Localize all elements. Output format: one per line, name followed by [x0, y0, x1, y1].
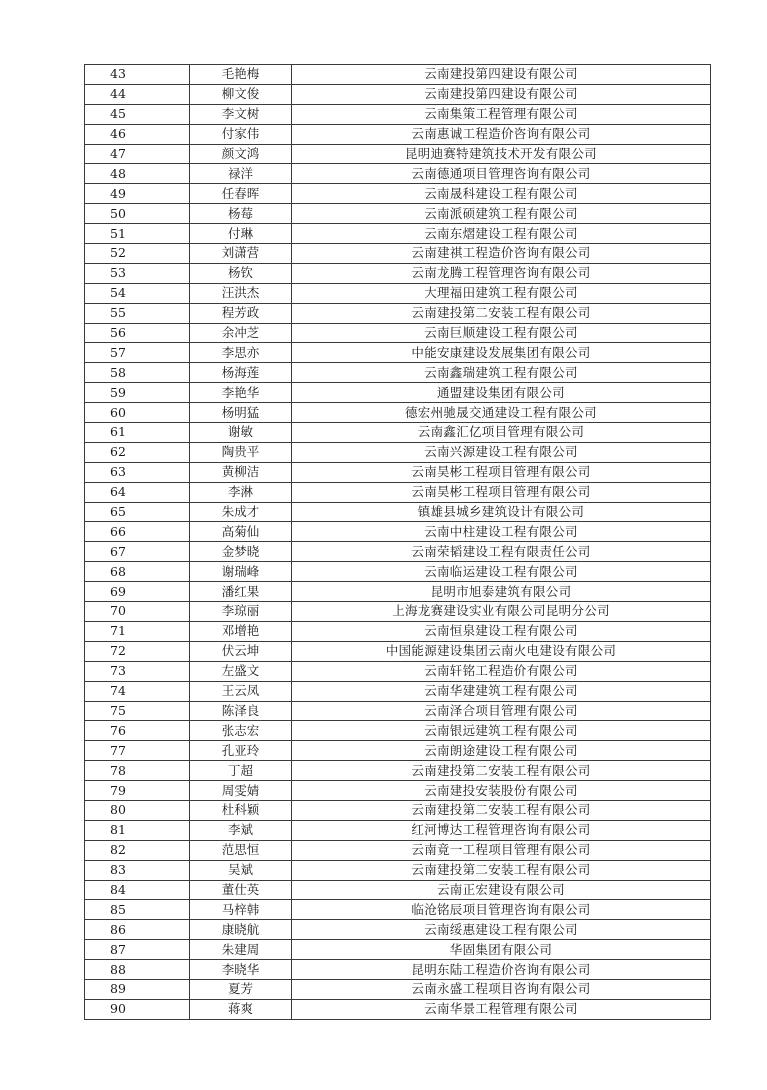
row-number-cell: 78 — [85, 761, 190, 781]
row-number-cell: 65 — [85, 502, 190, 522]
table-row — [85, 800, 711, 820]
person-name-cell: 谢敏 — [190, 423, 292, 443]
company-name-cell: 镇雄县城乡建筑设计有限公司 — [292, 502, 711, 522]
table-row — [85, 323, 711, 343]
table-row — [85, 224, 711, 244]
row-number-cell: 71 — [85, 621, 190, 641]
person-name-cell: 周雯婧 — [190, 781, 292, 801]
person-name-cell: 康晓航 — [190, 920, 292, 940]
company-name-cell: 云南德通项目管理咨询有限公司 — [292, 164, 711, 184]
row-number-cell: 87 — [85, 940, 190, 960]
company-name-cell: 华固集团有限公司 — [292, 940, 711, 960]
company-name-cell: 云南轩铭工程造价有限公司 — [292, 661, 711, 681]
person-name-cell: 夏芳 — [190, 979, 292, 999]
person-name-cell: 朱成才 — [190, 502, 292, 522]
table-row — [85, 641, 711, 661]
row-number-cell: 76 — [85, 721, 190, 741]
table-row — [85, 144, 711, 164]
table-row — [85, 104, 711, 124]
table-row — [85, 840, 711, 860]
person-name-cell: 朱建周 — [190, 940, 292, 960]
table-row — [85, 542, 711, 562]
table-row — [85, 164, 711, 184]
company-name-cell: 云南建投第二安装工程有限公司 — [292, 800, 711, 820]
row-number-cell: 63 — [85, 462, 190, 482]
table-row — [85, 900, 711, 920]
table-row — [85, 204, 711, 224]
company-name-cell: 中能安康建设发展集团有限公司 — [292, 343, 711, 363]
company-name-cell: 云南临运建设工程有限公司 — [292, 562, 711, 582]
table-row — [85, 940, 711, 960]
company-name-cell: 云南建投安装股份有限公司 — [292, 781, 711, 801]
person-name-cell: 李琼丽 — [190, 602, 292, 622]
row-number-cell: 66 — [85, 522, 190, 542]
company-name-cell: 云南惠诚工程造价咨询有限公司 — [292, 124, 711, 144]
row-number-cell: 55 — [85, 303, 190, 323]
company-name-cell: 云南银远建筑工程有限公司 — [292, 721, 711, 741]
table-row — [85, 522, 711, 542]
table-row — [85, 582, 711, 602]
row-number-cell: 79 — [85, 781, 190, 801]
table-row — [85, 701, 711, 721]
table-row — [85, 283, 711, 303]
row-number-cell: 83 — [85, 860, 190, 880]
row-number-cell: 85 — [85, 900, 190, 920]
table-row — [85, 602, 711, 622]
person-name-cell: 李斌 — [190, 820, 292, 840]
row-number-cell: 53 — [85, 263, 190, 283]
person-name-cell: 余冲芝 — [190, 323, 292, 343]
company-name-cell: 大理福田建筑工程有限公司 — [292, 283, 711, 303]
company-name-cell: 临沧铭辰项目管理咨询有限公司 — [292, 900, 711, 920]
person-name-cell: 潘红果 — [190, 582, 292, 602]
table-row — [85, 65, 711, 85]
company-name-cell: 云南派硕建筑工程有限公司 — [292, 204, 711, 224]
person-name-cell: 杜科颖 — [190, 800, 292, 820]
row-number-cell: 88 — [85, 960, 190, 980]
table-row — [85, 383, 711, 403]
person-name-cell: 任春晖 — [190, 184, 292, 204]
row-number-cell: 44 — [85, 84, 190, 104]
row-number-cell: 81 — [85, 820, 190, 840]
table-row — [85, 343, 711, 363]
row-number-cell: 75 — [85, 701, 190, 721]
person-name-cell: 吴斌 — [190, 860, 292, 880]
person-name-cell: 毛艳梅 — [190, 65, 292, 85]
company-name-cell: 云南绥惠建设工程有限公司 — [292, 920, 711, 940]
row-number-cell: 50 — [85, 204, 190, 224]
row-number-cell: 72 — [85, 641, 190, 661]
company-name-cell: 云南昊彬工程项目管理有限公司 — [292, 482, 711, 502]
table-row — [85, 482, 711, 502]
table-row — [85, 423, 711, 443]
row-number-cell: 46 — [85, 124, 190, 144]
table-row — [85, 741, 711, 761]
person-name-cell: 邓增艳 — [190, 621, 292, 641]
company-name-cell: 云南朗途建设工程有限公司 — [292, 741, 711, 761]
person-name-cell: 付家伟 — [190, 124, 292, 144]
table-row — [85, 442, 711, 462]
company-name-cell: 云南晟科建设工程有限公司 — [292, 184, 711, 204]
person-name-cell: 陈泽良 — [190, 701, 292, 721]
row-number-cell: 77 — [85, 741, 190, 761]
company-name-cell: 云南龙腾工程管理咨询有限公司 — [292, 263, 711, 283]
row-number-cell: 82 — [85, 840, 190, 860]
person-name-cell: 谢瑞峰 — [190, 562, 292, 582]
row-number-cell: 90 — [85, 999, 190, 1019]
person-name-cell: 陶贵平 — [190, 442, 292, 462]
person-name-cell: 付琳 — [190, 224, 292, 244]
row-number-cell: 57 — [85, 343, 190, 363]
row-number-cell: 54 — [85, 283, 190, 303]
person-name-cell: 李淋 — [190, 482, 292, 502]
company-name-cell: 云南兴源建设工程有限公司 — [292, 442, 711, 462]
table-row — [85, 781, 711, 801]
table-row — [85, 820, 711, 840]
person-name-cell: 李文树 — [190, 104, 292, 124]
table-row — [85, 184, 711, 204]
person-name-cell: 马梓韩 — [190, 900, 292, 920]
company-name-cell: 上海龙赛建设实业有限公司昆明分公司 — [292, 602, 711, 622]
row-number-cell: 68 — [85, 562, 190, 582]
row-number-cell: 84 — [85, 880, 190, 900]
person-name-cell: 杨海莲 — [190, 363, 292, 383]
row-number-cell: 69 — [85, 582, 190, 602]
company-name-cell: 昆明东陆工程造价咨询有限公司 — [292, 960, 711, 980]
row-number-cell: 58 — [85, 363, 190, 383]
table-row — [85, 124, 711, 144]
company-name-cell: 红河博达工程管理咨询有限公司 — [292, 820, 711, 840]
row-number-cell: 45 — [85, 104, 190, 124]
person-name-cell: 颜文鸿 — [190, 144, 292, 164]
company-name-cell: 德宏州驰晟交通建设工程有限公司 — [292, 403, 711, 423]
person-name-cell: 孔亚玲 — [190, 741, 292, 761]
company-name-cell: 云南建祺工程造价咨询有限公司 — [292, 244, 711, 264]
person-name-cell: 汪洪杰 — [190, 283, 292, 303]
person-name-cell: 蒋爽 — [190, 999, 292, 1019]
person-name-cell: 高菊仙 — [190, 522, 292, 542]
person-name-cell: 杨钦 — [190, 263, 292, 283]
company-name-cell: 云南鑫瑞建筑工程有限公司 — [292, 363, 711, 383]
person-name-cell: 王云凤 — [190, 681, 292, 701]
company-name-cell: 云南竟一工程项目管理有限公司 — [292, 840, 711, 860]
table-row — [85, 681, 711, 701]
row-number-cell: 60 — [85, 403, 190, 423]
company-name-cell: 云南鑫汇亿项目管理有限公司 — [292, 423, 711, 443]
row-number-cell: 73 — [85, 661, 190, 681]
person-name-cell: 李思亦 — [190, 343, 292, 363]
table-row — [85, 979, 711, 999]
person-name-cell: 金梦晓 — [190, 542, 292, 562]
row-number-cell: 49 — [85, 184, 190, 204]
table-row — [85, 621, 711, 641]
person-name-cell: 杨莓 — [190, 204, 292, 224]
company-name-cell: 昆明市旭泰建筑有限公司 — [292, 582, 711, 602]
row-number-cell: 67 — [85, 542, 190, 562]
row-number-cell: 48 — [85, 164, 190, 184]
table-row — [85, 761, 711, 781]
company-name-cell: 云南东熠建设工程有限公司 — [292, 224, 711, 244]
table-row — [85, 502, 711, 522]
row-number-cell: 59 — [85, 383, 190, 403]
row-number-cell: 70 — [85, 602, 190, 622]
table-row — [85, 721, 711, 741]
row-number-cell: 52 — [85, 244, 190, 264]
person-name-cell: 伏云坤 — [190, 641, 292, 661]
person-name-cell: 李艳华 — [190, 383, 292, 403]
company-name-cell: 云南建投第四建设有限公司 — [292, 65, 711, 85]
company-name-cell: 云南中柱建设工程有限公司 — [292, 522, 711, 542]
company-name-cell: 云南建投第四建设有限公司 — [292, 84, 711, 104]
company-name-cell: 云南华景工程管理有限公司 — [292, 999, 711, 1019]
company-name-cell: 云南正宏建设有限公司 — [292, 880, 711, 900]
person-name-cell: 禄洋 — [190, 164, 292, 184]
row-number-cell: 43 — [85, 65, 190, 85]
person-name-cell: 范思恒 — [190, 840, 292, 860]
person-name-cell: 黄柳洁 — [190, 462, 292, 482]
person-name-cell: 程芳政 — [190, 303, 292, 323]
row-number-cell: 51 — [85, 224, 190, 244]
person-name-cell: 刘潇营 — [190, 244, 292, 264]
person-name-cell: 李晓华 — [190, 960, 292, 980]
table-row — [85, 303, 711, 323]
person-name-cell: 丁超 — [190, 761, 292, 781]
table-row — [85, 84, 711, 104]
table-row — [85, 462, 711, 482]
row-number-cell: 61 — [85, 423, 190, 443]
company-name-cell: 云南集策工程管理有限公司 — [292, 104, 711, 124]
company-name-cell: 云南华建建筑工程有限公司 — [292, 681, 711, 701]
table-row — [85, 263, 711, 283]
personnel-table — [84, 64, 711, 1020]
company-name-cell: 云南泽合项目管理有限公司 — [292, 701, 711, 721]
table-row — [85, 920, 711, 940]
company-name-cell: 昆明迪赛特建筑技术开发有限公司 — [292, 144, 711, 164]
row-number-cell: 74 — [85, 681, 190, 701]
company-name-cell: 云南恒泉建设工程有限公司 — [292, 621, 711, 641]
company-name-cell: 云南巨顺建设工程有限公司 — [292, 323, 711, 343]
table-row — [85, 880, 711, 900]
company-name-cell: 云南永盛工程项目咨询有限公司 — [292, 979, 711, 999]
row-number-cell: 56 — [85, 323, 190, 343]
company-name-cell: 中国能源建设集团云南火电建设有限公司 — [292, 641, 711, 661]
person-name-cell: 张志宏 — [190, 721, 292, 741]
company-name-cell: 云南建投第二安装工程有限公司 — [292, 860, 711, 880]
table-row — [85, 999, 711, 1019]
table-row — [85, 363, 711, 383]
row-number-cell: 47 — [85, 144, 190, 164]
table-row — [85, 860, 711, 880]
person-name-cell: 柳文俊 — [190, 84, 292, 104]
table-row — [85, 562, 711, 582]
company-name-cell: 云南荣韬建设工程有限责任公司 — [292, 542, 711, 562]
row-number-cell: 62 — [85, 442, 190, 462]
row-number-cell: 89 — [85, 979, 190, 999]
company-name-cell: 通盟建设集团有限公司 — [292, 383, 711, 403]
company-name-cell: 云南建投第二安装工程有限公司 — [292, 303, 711, 323]
table-body — [85, 65, 711, 1020]
table-row — [85, 661, 711, 681]
row-number-cell: 80 — [85, 800, 190, 820]
table-row — [85, 960, 711, 980]
table-row — [85, 244, 711, 264]
person-name-cell: 左盛文 — [190, 661, 292, 681]
person-name-cell: 董仕英 — [190, 880, 292, 900]
row-number-cell: 64 — [85, 482, 190, 502]
person-name-cell: 杨明猛 — [190, 403, 292, 423]
company-name-cell: 云南昊彬工程项目管理有限公司 — [292, 462, 711, 482]
company-name-cell: 云南建投第二安装工程有限公司 — [292, 761, 711, 781]
row-number-cell: 86 — [85, 920, 190, 940]
table-row — [85, 403, 711, 423]
